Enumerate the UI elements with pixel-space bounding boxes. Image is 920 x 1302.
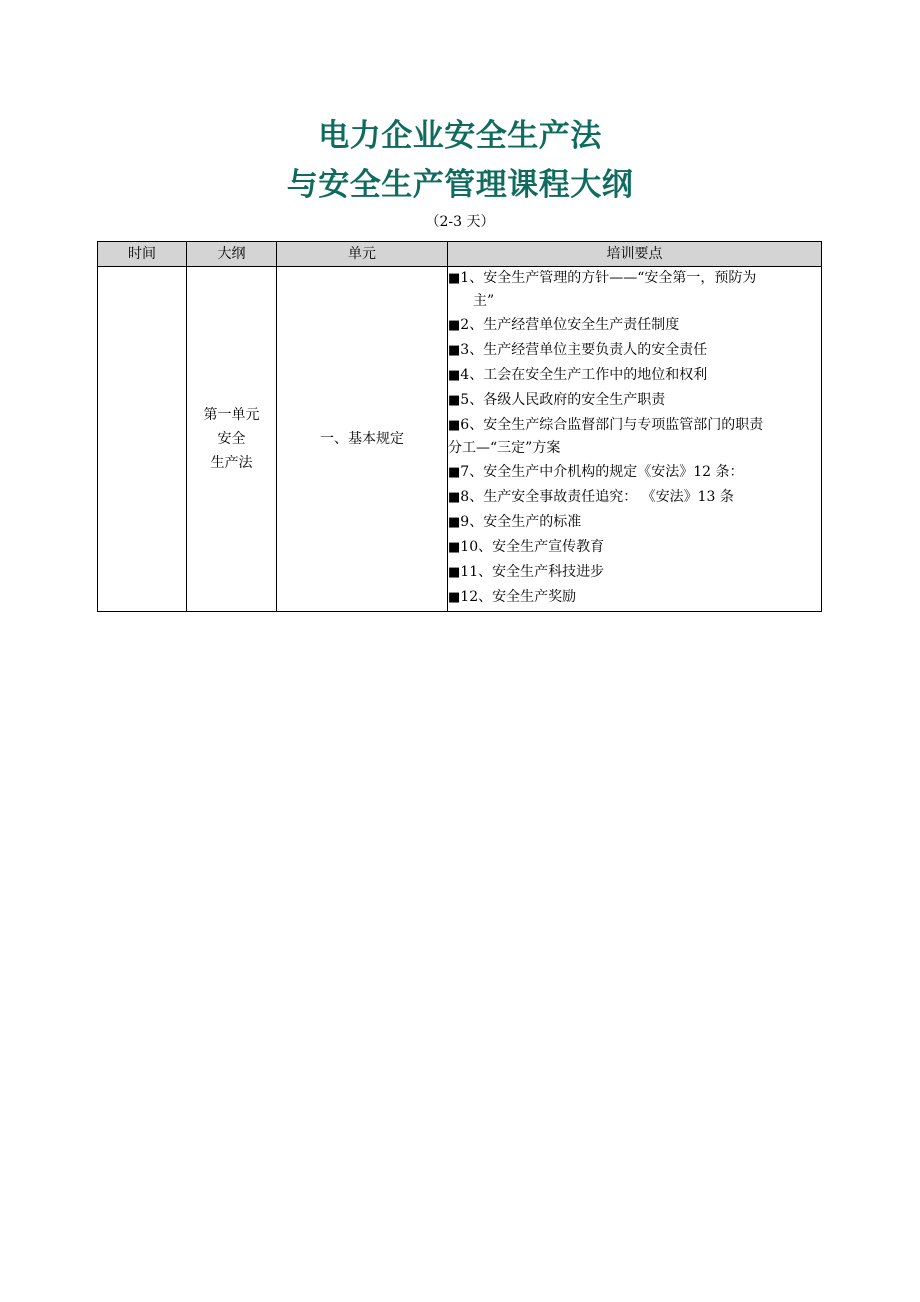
table-header-row [98,242,822,267]
header-time: 时间 [98,242,187,267]
square-bullet-icon: ■ [448,393,461,408]
point-text: 10、安全生产宣传教育 [460,539,605,555]
point-text: 4、工会在安全生产工作中的地位和权利 [460,367,708,383]
square-bullet-icon: ■ [448,490,461,505]
title-line-1: 电力企业安全生产法 [318,118,602,154]
list-item [448,364,821,387]
square-bullet-icon: ■ [448,318,461,333]
course-outline-table [97,241,822,612]
list-item [448,414,821,459]
list-item [448,314,821,337]
outline-line: 生产法 [210,455,253,471]
list-item [448,536,821,559]
point-text: 1、安全生产管理的方针——“安全第一，预防为 [460,270,757,286]
square-bullet-icon: ■ [448,540,461,555]
square-bullet-icon: ■ [448,368,461,383]
outline-line: 第一单元 [203,407,260,423]
header-training-points: 培训要点 [448,242,822,267]
outline-cell [187,267,277,612]
list-item [448,339,821,362]
point-text: 9、安全生产的标准 [460,514,582,530]
training-points-cell [448,267,822,612]
point-continuation: 主” [473,293,495,309]
title-block [0,112,920,232]
square-bullet-icon: ■ [448,418,461,433]
header-unit: 单元 [277,242,448,267]
list-item [448,486,821,509]
title-line-2: 与安全生产管理课程大纲 [286,167,634,203]
list-item [448,267,821,312]
unit-cell: 一、基本规定 [277,267,448,612]
table-row [98,267,822,612]
point-continuation: 分工—“三定”方案 [448,440,561,456]
header-outline: 大纲 [187,242,277,267]
point-text: 11、安全生产科技进步 [460,564,605,580]
list-item [448,561,821,584]
point-text: 6、安全生产综合监督部门与专项监管部门的职责 [460,417,764,433]
time-cell [98,267,187,612]
square-bullet-icon: ■ [448,515,461,530]
point-text: 8、生产安全事故责任追究： 《安法》13 条 [460,489,734,505]
square-bullet-icon: ■ [448,343,461,358]
square-bullet-icon: ■ [448,565,461,580]
square-bullet-icon: ■ [448,590,461,605]
list-item [448,461,821,484]
point-text: 7、安全生产中介机构的规定《安法》12 条： [460,464,744,480]
list-item [448,389,821,412]
course-duration: （2-3 天） [425,214,495,230]
list-item [448,511,821,534]
point-text: 2、生产经营单位安全生产责任制度 [460,317,680,333]
square-bullet-icon: ■ [448,271,461,286]
list-item [448,586,821,609]
square-bullet-icon: ■ [448,465,461,480]
point-text: 3、生产经营单位主要负责人的安全责任 [460,342,708,358]
outline-line: 安全 [217,431,246,447]
point-text: 12、安全生产奖励 [460,589,577,605]
point-text: 5、各级人民政府的安全生产职责 [460,392,666,408]
